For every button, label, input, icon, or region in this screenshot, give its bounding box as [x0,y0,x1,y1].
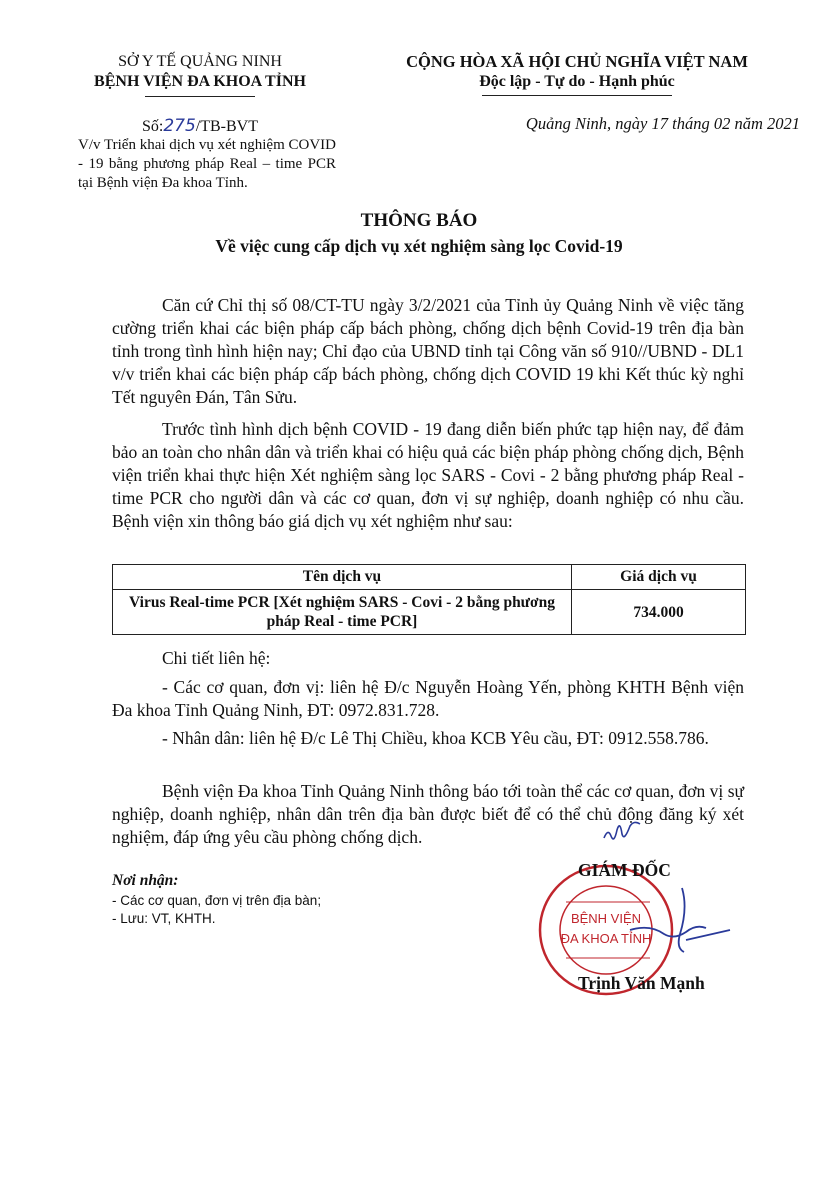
contact-public: - Nhân dân: liên hệ Đ/c Lê Thị Chiều, khoa KCB Yêu cầu, ĐT: 0912.558.786. [162,728,709,748]
document-date: Quảng Ninh, ngày 17 tháng 02 năm 2021 [525,114,800,133]
document-subtitle: Về việc cung cấp dịch vụ xét nghiệm sàng lọc Covid-19 [215,236,623,256]
document-number [60,116,340,136]
issuer-block [60,52,340,97]
column-header-service: Tên dịch vụ [113,565,572,590]
motto-underline [482,95,672,96]
recipients-heading: Nơi nhận: [112,872,179,889]
list-item: - Lưu: VT, KHTH. [112,911,216,926]
paragraph-legal-basis: Căn cứ Chỉ thị số 08/CT-TU ngày 3/2/2021 của Tỉnh ủy Quảng Ninh về việc tăng cường triển khai các biện pháp cấp bách phòng, chống dịch bệnh Covid-19 trên địa bàn tỉnh trong tình hình hiện nay; Chỉ đạo của UBND tỉnh tại Công văn số 910//UBND - DL1 v/v triển khai các biện pháp cấp bách phòng, chống dịch COVID 19 khi Kết thúc kỳ nghỉ Tết nguyên Đán, Tân Sửu. [112,295,744,407]
signatory-name: Trịnh Văn Mạnh [578,973,705,993]
document-number-prefix: Số: [141,118,164,135]
national-header [352,52,802,96]
handwritten-signature-icon [620,880,740,960]
column-header-price: Giá dịch vụ [572,565,746,590]
document-title: THÔNG BÁO [360,210,478,231]
list-item: - Các cơ quan, đơn vị trên địa bàn; [112,893,322,908]
national-motto: Độc lập - Tự do - Hạnh phúc [479,73,675,90]
document-number-suffix: /TB-BVT [195,118,258,135]
hospital-name: BỆNH VIỆN ĐA KHOA TỈNH [94,73,306,90]
service-name-cell: Virus Real-time PCR [Xét nghiệm SARS - Covi - 2 bằng phương pháp Real - time PCR] [113,590,572,635]
seal-line-2: ĐA KHOA TỈNH [560,931,652,946]
issuer-underline [145,96,255,97]
document-number-handwritten: 275 [163,116,196,136]
seal-line-1: BỆNH VIỆN [570,911,642,926]
contact-heading: Chi tiết liên hệ: [162,648,271,668]
paragraph-announcement: Bệnh viện Đa khoa Tỉnh Quảng Ninh thông báo tới toàn thể các cơ quan, đơn vị sự nghiệp, doanh nghiệp, nhân dân trên địa bàn được biết để có thể chủ động đăng ký xét nghiệm, đáp ứng yêu cầu phòng chống dịch. [112,781,744,847]
document-subject: V/v Triển khai dịch vụ xét nghiệm COVID - 19 bằng phương pháp Real – time PCR tại Bệnh viện Đa khoa Tỉnh. [78,137,336,191]
table-header-row [113,565,746,590]
handwritten-initials-icon [600,816,650,846]
agency-name: SỞ Y TẾ QUẢNG NINH [118,53,282,70]
service-price-cell: 734.000 [572,590,746,635]
table-row [113,590,746,635]
service-price-table [112,564,746,635]
contact-organizations: - Các cơ quan, đơn vị: liên hệ Đ/c Nguyễn Hoàng Yến, phòng KHTH Bệnh viện Đa khoa Tỉnh Quảng Ninh, ĐT: 0972.831.728. [112,677,744,720]
signatory-position: GIÁM ĐỐC [578,860,671,880]
paragraph-situation: Trước tình hình dịch bệnh COVID - 19 đang diễn biến phức tạp hiện nay, để đảm bảo an toàn cho nhân dân và triển khai có hiệu quả các biện pháp phòng chống dịch, Bệnh viện triển khai thực hiện Xét nghiệm sàng lọc SARS - Covi - 2 bằng phương pháp Real - time PCR cho người dân và các cơ quan, đơn vị sự nghiệp, doanh nghiệp có nhu cầu. Bệnh viện xin thông báo giá dịch vụ xét nghiệm như sau: [112,419,744,531]
republic-name: CỘNG HÒA XÃ HỘI CHỦ NGHĨA VIỆT NAM [406,52,748,71]
recipients-list [112,892,321,928]
